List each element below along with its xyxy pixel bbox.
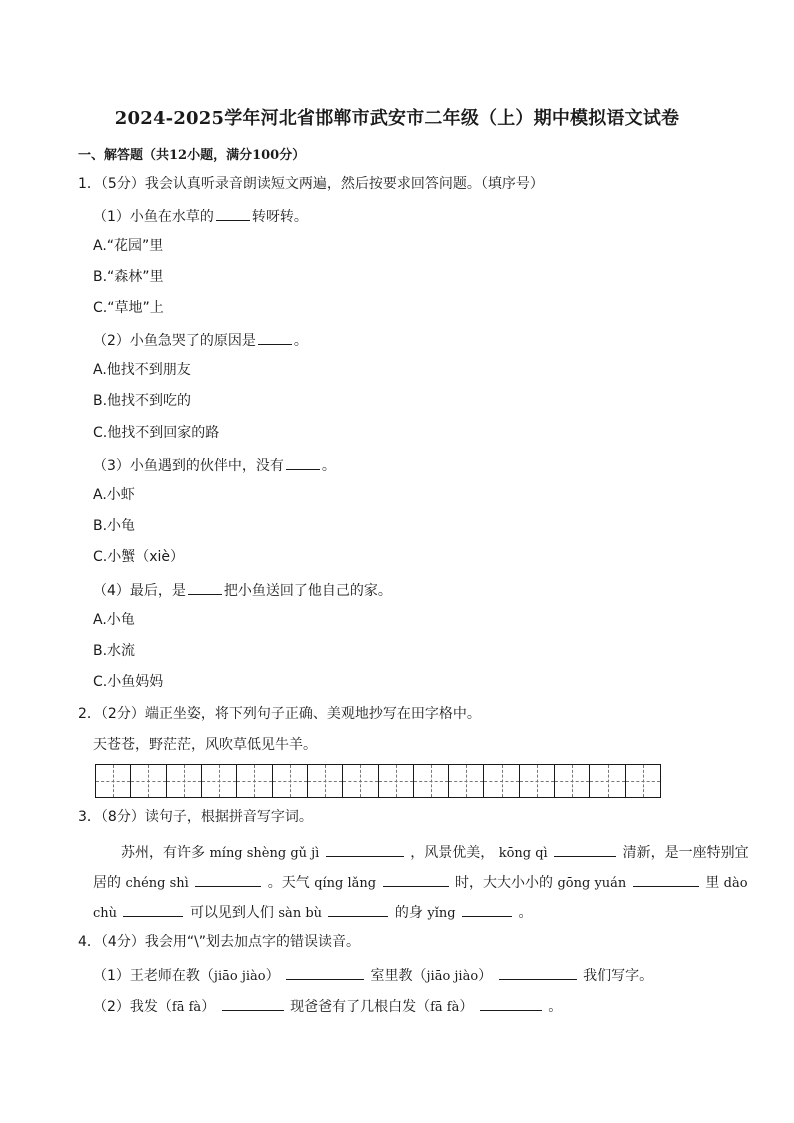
q1-sub3-post: 。 <box>321 458 336 474</box>
q4-text: 。 <box>548 999 563 1015</box>
option: B.他找不到吃的 <box>93 393 192 409</box>
q3-text: 清新，是一座特别宜 <box>622 845 749 861</box>
answer-blank[interactable] <box>554 842 616 857</box>
answer-blank[interactable] <box>462 902 512 917</box>
pinyin: chù <box>93 906 118 921</box>
q1-stem: 1．（5分）我会认真听录音朗读短文两遍，然后按要求回答问题。（填序号） <box>78 176 544 192</box>
section-heading: 一、解答题（共12小题，满分100分） <box>78 148 306 163</box>
answer-blank[interactable] <box>123 902 183 917</box>
tianzige-cell[interactable] <box>167 765 202 797</box>
q3-text: 时，大大小小的 <box>455 875 554 891</box>
answer-blank[interactable] <box>258 330 292 345</box>
q3-text: 。 <box>518 905 533 921</box>
q1-sub4-pre: （4）最后，是 <box>93 583 186 599</box>
pinyin: jiāo jiào <box>213 969 266 984</box>
answer-blank[interactable] <box>222 996 284 1011</box>
pinyin: dào <box>723 876 748 891</box>
tianzige-cell[interactable] <box>131 765 166 797</box>
tianzige-cell[interactable] <box>308 765 343 797</box>
option: A.小虾 <box>93 487 135 503</box>
q3-line2 <box>93 872 748 893</box>
pinyin: yǐng <box>427 906 456 921</box>
tianzige-cell[interactable] <box>520 765 555 797</box>
option: B.小龟 <box>93 518 136 534</box>
option: C.他找不到回家的路 <box>93 425 220 441</box>
q2-stem: 2．（2分）端正坐姿，将下列句子正确、美观地抄写在田字格中。 <box>78 706 481 722</box>
q3-text: 可以见到人们 <box>189 905 274 921</box>
answer-blank[interactable] <box>216 206 250 221</box>
pinyin: qíng lǎng <box>314 876 377 891</box>
option: A.“花园”里 <box>93 238 164 254</box>
q4-text: （2）我发（ <box>93 999 172 1015</box>
pinyin: kōng qì <box>498 846 548 861</box>
q4-text: ） <box>201 999 216 1015</box>
option: C.小蟹（xiè） <box>93 549 185 565</box>
tianzige-cell[interactable] <box>626 765 660 797</box>
answer-blank[interactable] <box>480 996 542 1011</box>
q3-text: 居的 <box>93 875 121 891</box>
q4-text: ） <box>478 968 493 984</box>
tianzige-cell[interactable] <box>343 765 378 797</box>
q3-text: 的身 <box>394 905 423 921</box>
answer-blank[interactable] <box>195 872 261 887</box>
answer-blank[interactable] <box>286 455 320 470</box>
tianzige-cell[interactable] <box>555 765 590 797</box>
pinyin: fā fà <box>171 1000 202 1015</box>
q3-text: ，风景优美， <box>410 845 495 861</box>
tianzige-cell[interactable] <box>379 765 414 797</box>
answer-blank[interactable] <box>499 965 577 980</box>
q1-sub4-post: 把小鱼送回了他自己的家。 <box>223 583 392 599</box>
q4-text: ） <box>459 999 474 1015</box>
q1-sub1 <box>93 206 308 226</box>
answer-blank[interactable] <box>633 872 699 887</box>
q1-sub3 <box>93 455 336 475</box>
q4-stem: 4．（4分）我会用“\”划去加点字的错误读音。 <box>78 934 361 950</box>
q4-text: 室里教（ <box>370 968 427 984</box>
q1-sub3-pre: （3）小鱼遇到的伙伴中，没有 <box>93 458 284 474</box>
answer-blank[interactable] <box>188 580 222 595</box>
option: A.小龟 <box>93 612 135 628</box>
answer-blank[interactable] <box>326 842 404 857</box>
q1-sub1-pre: （1）小鱼在水草的 <box>93 209 214 225</box>
option: B.“森林”里 <box>93 269 164 285</box>
option: B.水流 <box>93 643 136 659</box>
answer-blank[interactable] <box>286 965 364 980</box>
tianzige-cell[interactable] <box>237 765 272 797</box>
tianzige-cell[interactable] <box>202 765 237 797</box>
q3-stem: 3．（8分）读句子，根据拼音写字词。 <box>78 809 313 825</box>
q4-text: 我们写字。 <box>583 968 654 984</box>
q1-sub1-post: 转呀转。 <box>251 209 308 225</box>
option: C.小鱼妈妈 <box>93 674 164 690</box>
pinyin: jiāo jiào <box>426 969 479 984</box>
tianzige-cell[interactable] <box>96 765 131 797</box>
pinyin: gōng yuán <box>557 876 627 891</box>
q3-text: 里 <box>705 875 720 891</box>
q1-sub4 <box>93 580 392 600</box>
answer-blank[interactable] <box>383 872 449 887</box>
q3-line1 <box>121 842 749 863</box>
q1-sub2-pre: （2）小鱼急哭了的原因是 <box>93 333 256 349</box>
tianzige-cell[interactable] <box>414 765 449 797</box>
tianzige-cell[interactable] <box>273 765 308 797</box>
q4-text: ） <box>265 968 280 984</box>
pinyin: míng shèng gǔ jì <box>209 846 320 861</box>
exam-title: 2024-2025学年河北省邯郸市武安市二年级（上）期中模拟语文试卷 <box>114 108 680 129</box>
tianzige-cell[interactable] <box>590 765 625 797</box>
q2-sentence: 天苍苍，野茫茫，风吹草低见牛羊。 <box>93 737 317 753</box>
answer-blank[interactable] <box>328 902 388 917</box>
pinyin: chéng shì <box>125 876 189 891</box>
q3-text: 苏州，有许多 <box>121 845 205 861</box>
q4-line2 <box>93 996 562 1017</box>
q4-line1 <box>93 965 653 986</box>
pinyin: fā fà <box>430 1000 460 1015</box>
q4-text: （1）王老师在教（ <box>93 968 214 984</box>
q3-line3 <box>93 902 532 923</box>
q1-sub2 <box>93 330 308 350</box>
option: A.他找不到朋友 <box>93 362 191 378</box>
tianzige-cell[interactable] <box>449 765 484 797</box>
tianzige-cell[interactable] <box>484 765 519 797</box>
q4-text: 现爸爸有了几根白发（ <box>290 999 431 1015</box>
option: C.“草地”上 <box>93 300 164 316</box>
q3-text: 。天气 <box>267 875 310 891</box>
tianzige-grid[interactable] <box>95 764 661 798</box>
q1-sub2-post: 。 <box>293 333 308 349</box>
pinyin: sàn bù <box>278 906 323 921</box>
